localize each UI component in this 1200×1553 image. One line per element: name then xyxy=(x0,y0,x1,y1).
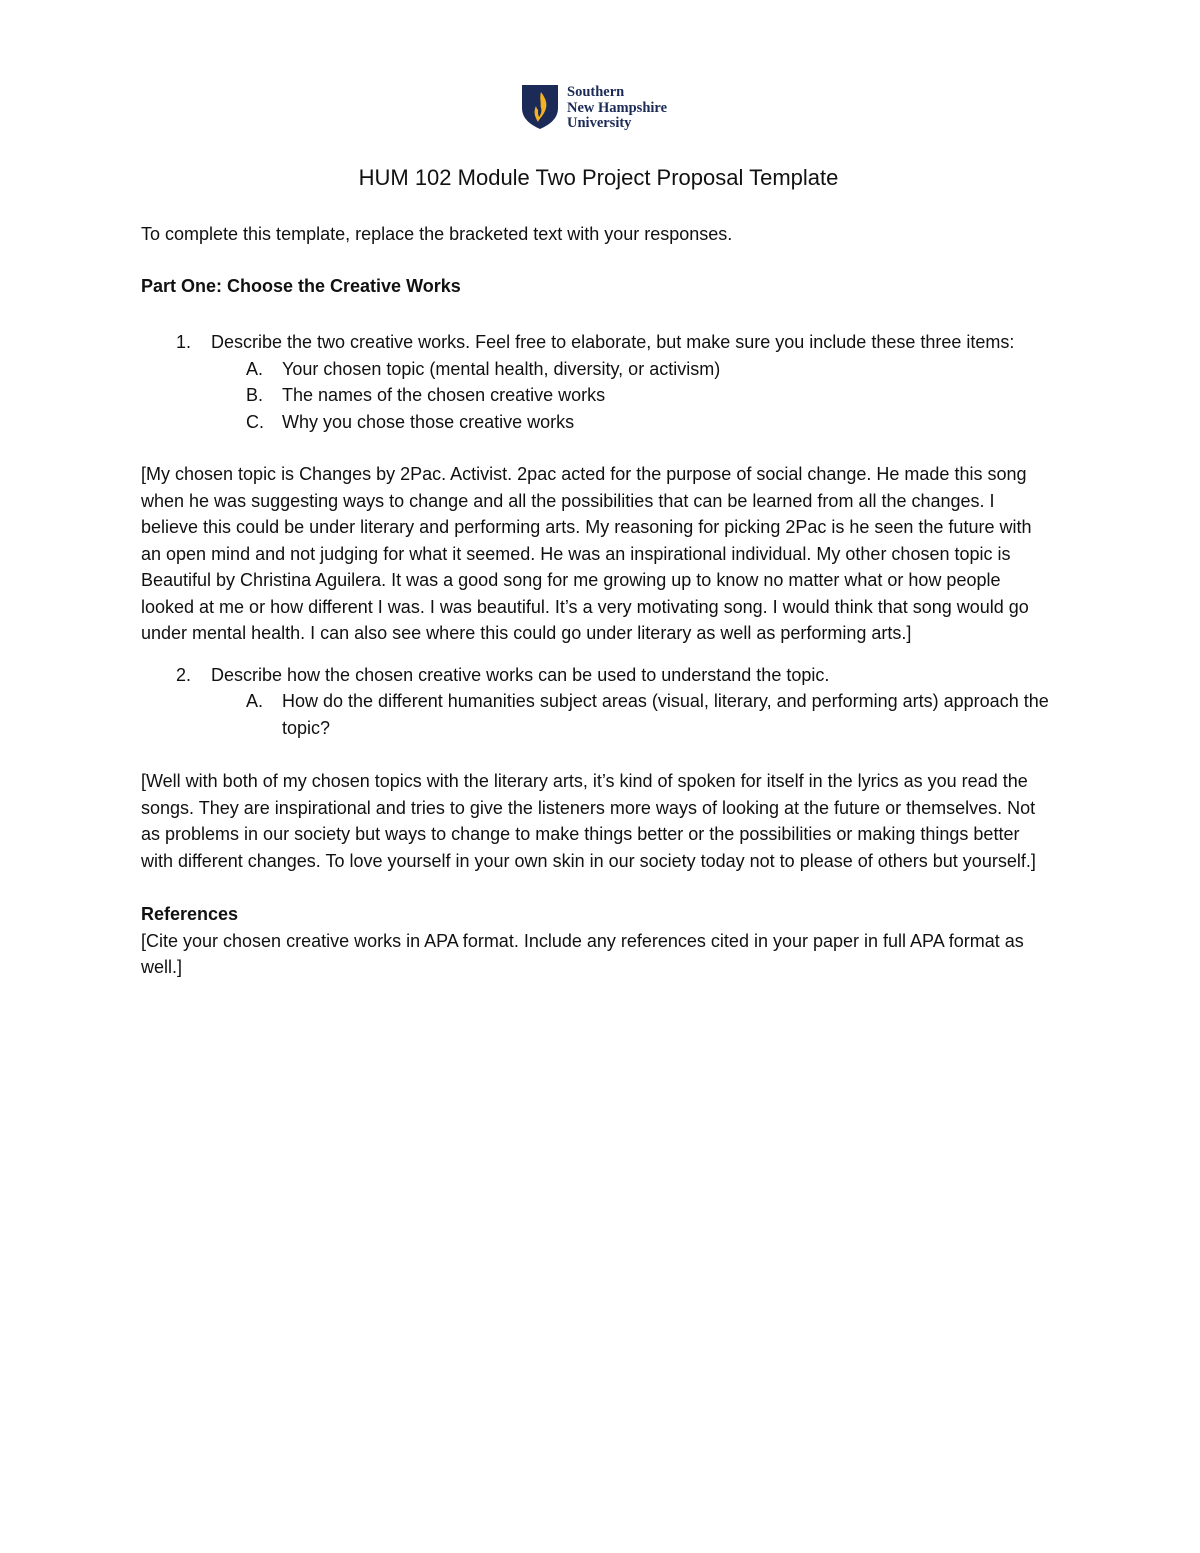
subitem-text: How do the different humanities subject areas (visual, literary, and performing arts) approach the topic? xyxy=(282,691,1049,738)
question-1 xyxy=(141,329,1056,356)
list-item xyxy=(211,382,1056,409)
question-2 xyxy=(141,662,1056,689)
intro-instruction: To complete this template, replace the bracketed text with your responses. xyxy=(141,224,733,244)
references-text: [Cite your chosen creative works in APA format. Include any references cited in your paper in full APA format as well.] xyxy=(141,930,1024,977)
subitem-text: Your chosen topic (mental health, diversity, or activism) xyxy=(282,358,721,379)
subitem-letter: A. xyxy=(246,358,264,379)
response-1: [My chosen topic is Changes by 2Pac. Activist. 2pac acted for the purpose of social change. He made this song when he was suggesting ways to change and all the possibilities that can be learned from all the changes. I believe this could be under literary and performing arts. My reasoning for picking 2Pac is he seen the future with an open mind and not judging for what it seemed. He was an inspirational individual. My other chosen topic is Beautiful by Christina Aguilera. It was a good song for me growing up to know no matter what or how people looked at me or how different I was. I was beautiful. It’s a very motivating song. I would think that song would go under mental health. I can also see where this could go under literary as well as performing arts.] xyxy=(141,464,1032,643)
response-2: [Well with both of my chosen topics with the literary arts, it’s kind of spoken for itself in the lyrics as you read the songs. They are inspirational and tries to give the listeners more ways of looking at the future or themselves. Not as problems in our society but ways to change to make things better or the possibilities or making things better with different changes. To love yourself in your own skin in our society today not to please of others but yourself.] xyxy=(141,771,1036,871)
document-title: HUM 102 Module Two Project Proposal Template xyxy=(358,165,839,190)
question-2-subitems xyxy=(141,688,1056,741)
subitem-text: The names of the chosen creative works xyxy=(282,385,606,405)
question-number: 2. xyxy=(176,664,192,685)
question-1-subitems xyxy=(141,356,1056,436)
question-number: 1. xyxy=(176,332,192,352)
question-list xyxy=(141,329,1056,435)
logo-line-1: Southern xyxy=(567,84,625,100)
subitem-letter: B. xyxy=(246,385,264,405)
list-item xyxy=(211,409,1056,436)
list-item xyxy=(211,688,1056,741)
subitem-list xyxy=(211,356,1056,436)
question-text: Describe the two creative works. Feel free to elaborate, but make sure you include these three items: xyxy=(211,332,1015,352)
list-item xyxy=(211,356,1056,383)
flame-shield-icon xyxy=(521,84,559,130)
subitem-letter: C. xyxy=(246,411,264,432)
question-text: Describe how the chosen creative works can be used to understand the topic. xyxy=(211,664,830,685)
subitem-letter: A. xyxy=(246,691,264,711)
references-heading: References xyxy=(141,904,239,924)
question-list-2 xyxy=(141,662,1056,742)
subitem-text: Why you chose those creative works xyxy=(282,411,575,432)
logo-line-2: New Hampshire xyxy=(567,99,668,116)
part-one-heading: Part One: Choose the Creative Works xyxy=(141,275,461,296)
logo-line-3: University xyxy=(567,115,632,131)
logo-wordmark xyxy=(567,85,667,132)
document-body xyxy=(141,160,1056,981)
subitem-list xyxy=(211,688,1056,741)
university-logo xyxy=(521,84,667,132)
